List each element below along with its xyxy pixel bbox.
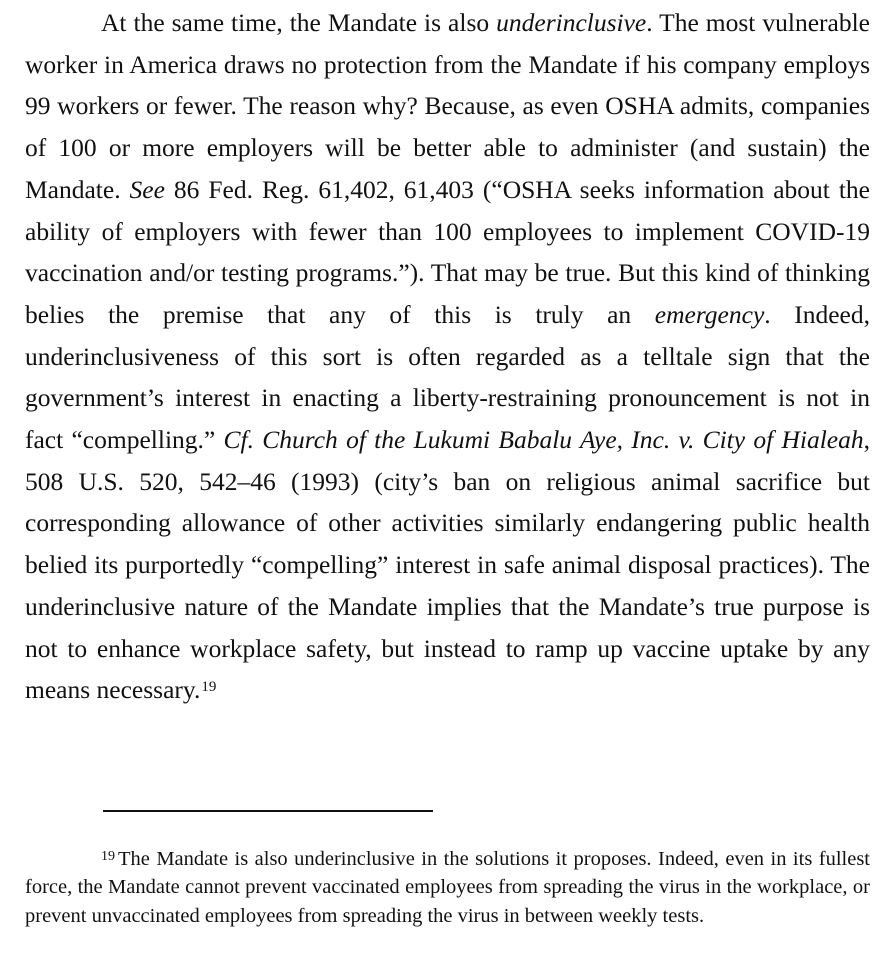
footnote-text: The Mandate is also underinclusive in the solutions it proposes. Indeed, even in its fullest force, the Mandate cannot prevent vaccinated employees from spreading the virus in the workplace, or prevent unvaccinated employees from spreading the virus in between weekly tests. (25, 848, 870, 927)
body-paragraph (25, 2, 870, 711)
paragraph-text-1: At the same time, the Mandate is also (101, 8, 497, 37)
footnote-number: 19 (101, 849, 115, 864)
signal-see: See (129, 174, 165, 204)
footnote-divider (103, 810, 433, 812)
footnote (25, 845, 870, 930)
footnote-reference: 19 (201, 679, 217, 696)
emphasis-emergency: emergency (654, 299, 765, 329)
paragraph-text-5: , 508 U.S. 520, 542–46 (1993) (city’s ban on religious animal sacrifice but corresponding allowance of other activities similarly endangering public health belied its purportedly “compelling” interest in safe animal disposal practices). The underinclusive nature of the Mandate implies that the Mandate’s true purpose is not to enhance workplace safety, but instead to ramp up vaccine uptake by any means necessary. (25, 425, 870, 705)
emphasis-underinclusive: underinclusive (496, 8, 647, 37)
paragraph-text-3: 86 Fed. Reg. 61,402, 61,403 (“OSHA seeks information about the ability of employers with fewer than 100 employees to implement COVID-19 vaccination and/or testing programs.”). That may be true. But this kind of thinking belies the premise that any of this is truly an (25, 174, 870, 329)
paragraph-text-4: . Indeed, underinclusiveness of this sort is often regarded as a telltale sign that the government’s interest in enacting a liberty-restraining pronouncement is not in fact “compelling.” (25, 299, 870, 455)
paragraph-text-2: . The most vulnerable worker in America draws no protection from the Mandate if his company employs 99 workers or fewer. The reason why? Because, as even OSHA admits, companies of 100 or more employers will be better able to administer (and sustain) the Mandate. (25, 8, 870, 204)
document-page (25, 0, 870, 972)
case-citation: Cf. Church of the Lukumi Babalu Aye, Inc. v. City of Hialeah (223, 425, 864, 455)
